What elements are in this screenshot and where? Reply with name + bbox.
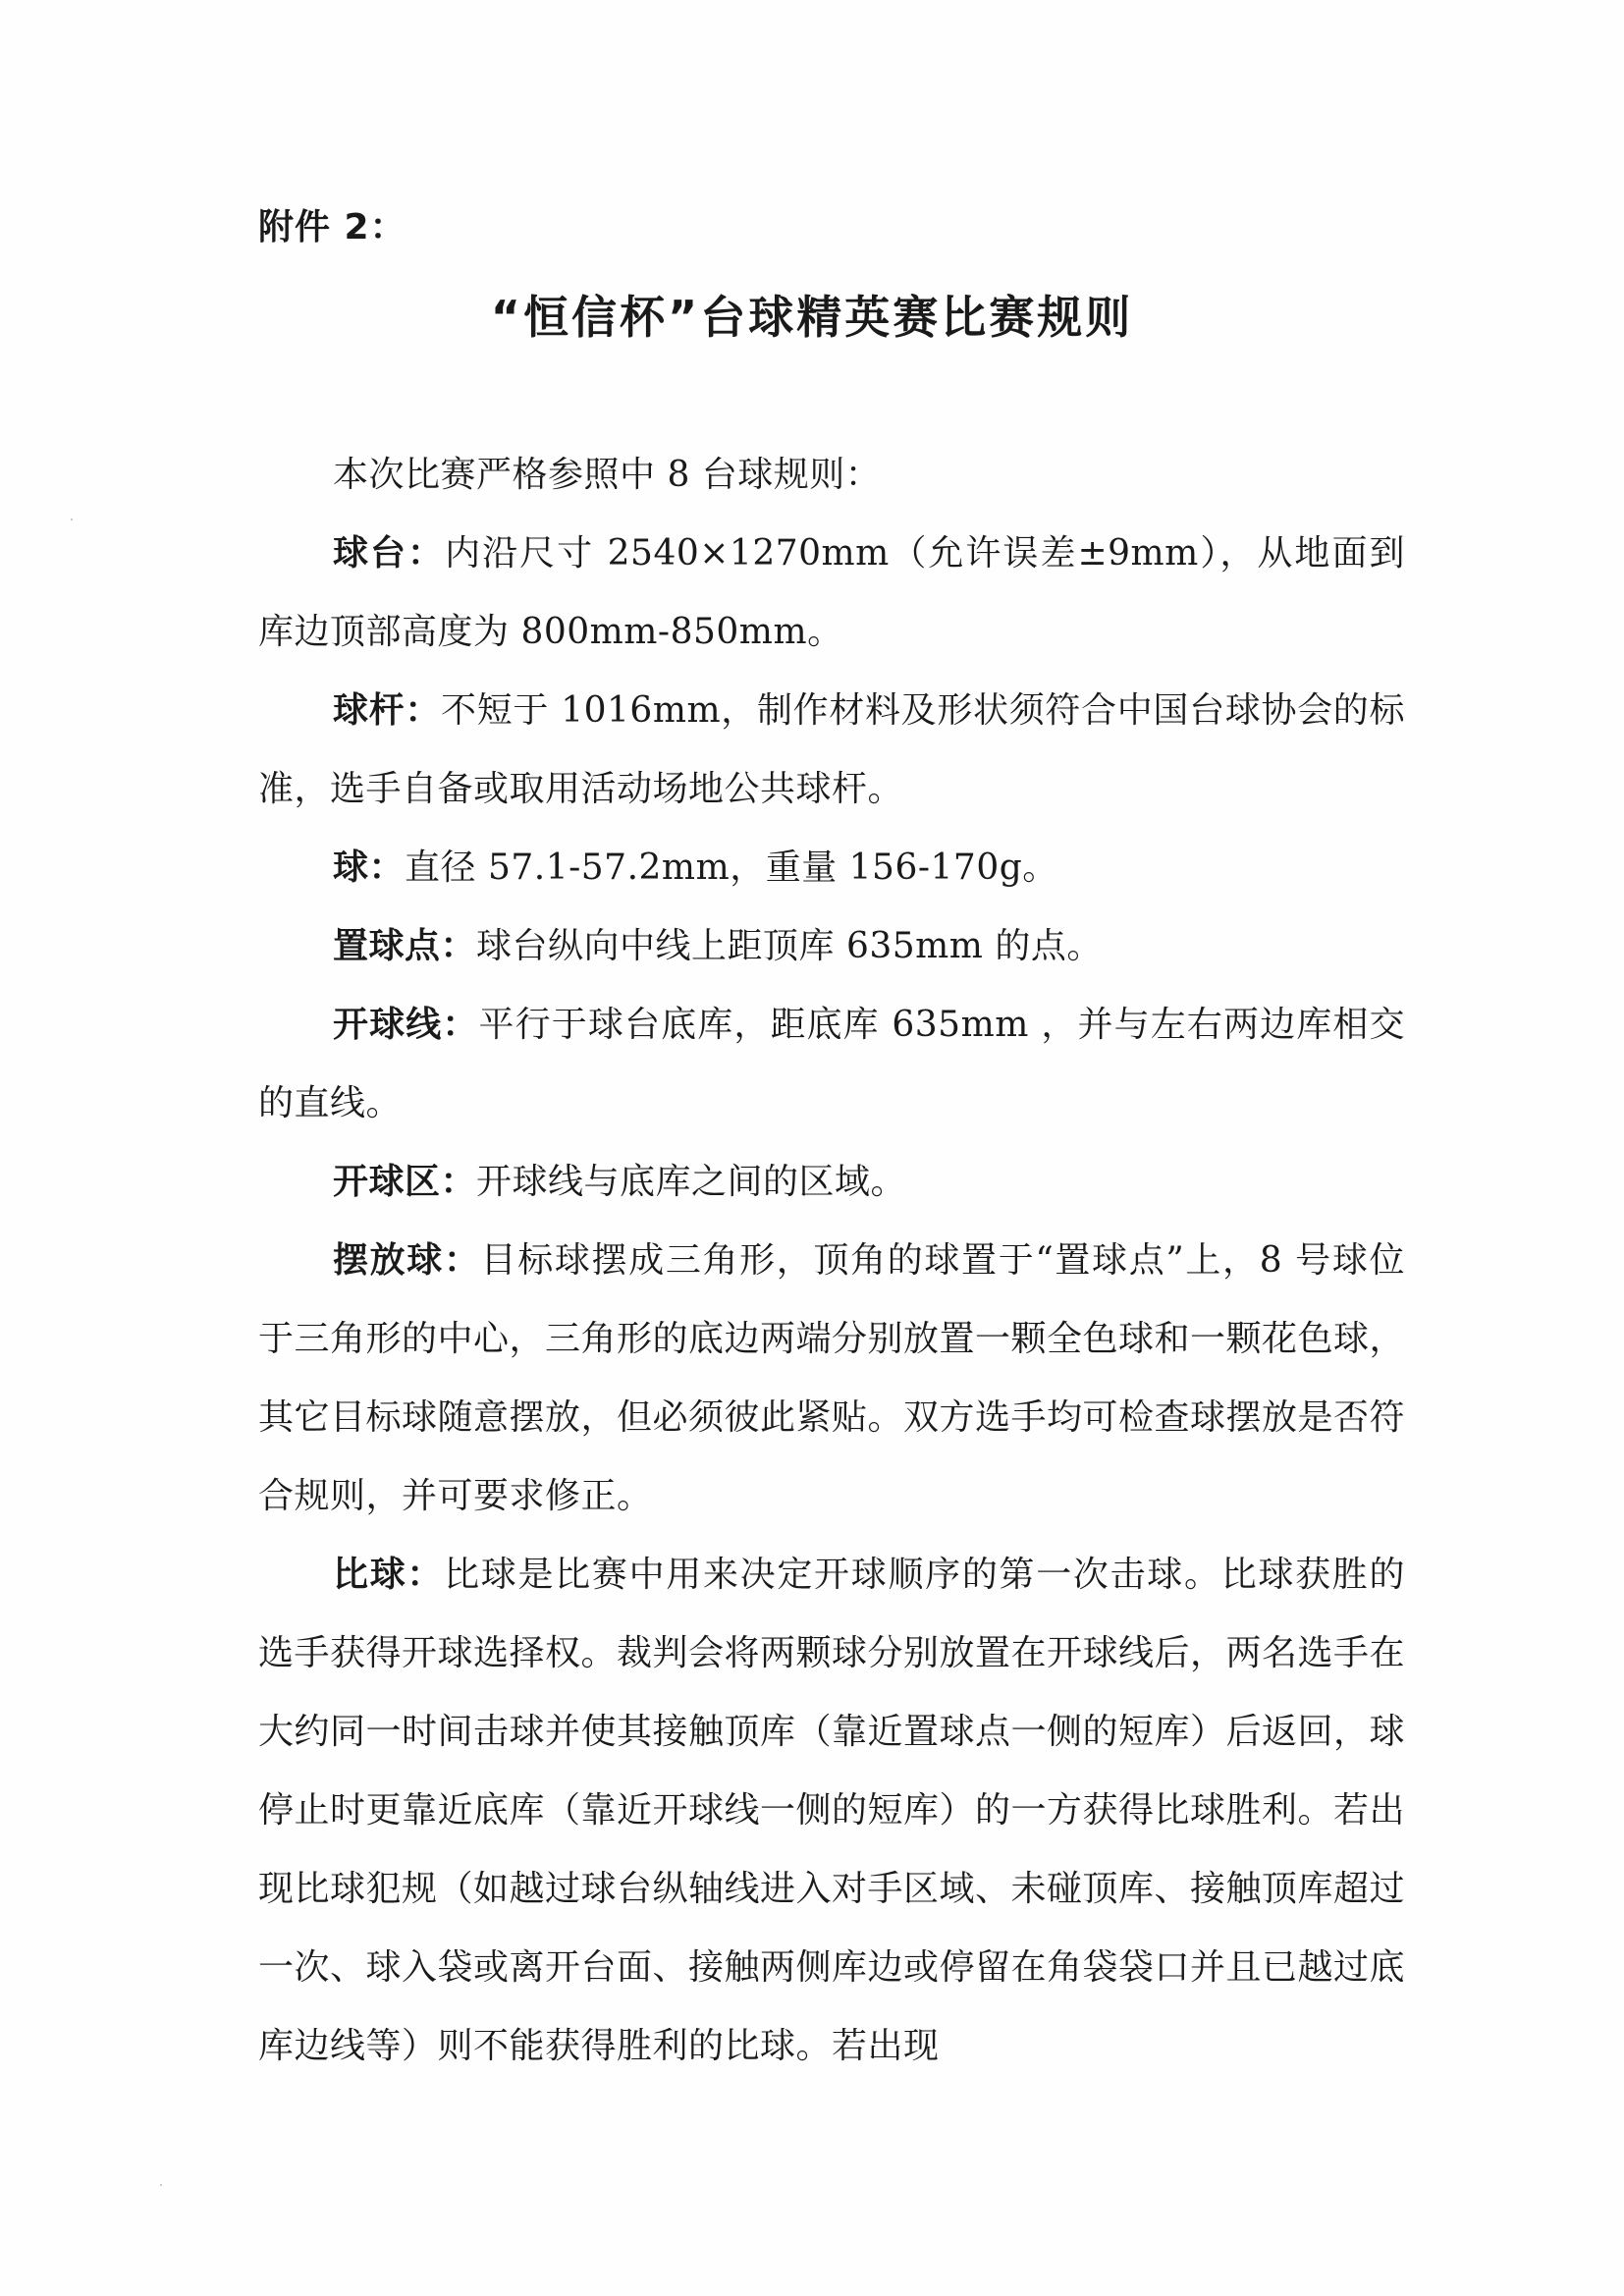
rule-text: 球台纵向中线上距顶库 635mm 的点。 — [476, 926, 1103, 966]
rule-rack — [258, 1222, 1405, 1536]
rule-cue — [258, 672, 1405, 829]
rule-text: 不短于 1016mm，制作材料及形状须符合中国台球协会的标准，选手自备或取用活动场地公共球杆。 — [258, 690, 1405, 809]
rule-term: 球杆： — [333, 690, 442, 731]
rule-head-string — [258, 986, 1405, 1143]
rule-ball — [258, 829, 1405, 907]
rule-term: 开球区： — [333, 1162, 477, 1202]
scan-speck — [71, 519, 73, 520]
rule-foot-spot — [258, 907, 1405, 986]
rule-lag — [258, 1536, 1405, 2086]
rule-text: 平行于球台底库，距底库 635mm ，并与左右两边库相交的直线。 — [258, 1005, 1405, 1123]
rule-term: 球： — [333, 847, 406, 888]
document-body — [258, 436, 1405, 2086]
rule-term: 比球： — [333, 1555, 445, 1595]
attachment-label: 附件 2： — [258, 207, 406, 247]
rule-text: 比球是比赛中用来决定开球顺序的第一次击球。比球获胜的选手获得开球选择权。裁判会将两颗球分别放置在开球线后，两名选手在大约同一时间击球并使其接触顶库（靠近置球点一侧的短库）后返回，球停止时更靠近底库（靠近开球线一侧的短库）的一方获得比球胜利。若出现比球犯规（如越过球台纵轴线进入对手区域、未碰顶库、接触顶库超过一次、球入袋或离开台面、接触两侧库边或停留在角袋袋口并且已越过底库边线等）则不能获得胜利的比球。若出现 — [258, 1555, 1406, 2066]
intro-paragraph: 本次比赛严格参照中 8 台球规则： — [333, 455, 882, 495]
document-title: “恒信杯”台球精英赛比赛规则 — [490, 291, 1134, 344]
rule-table — [258, 515, 1405, 672]
rule-kitchen — [258, 1143, 1405, 1222]
rule-text: 直径 57.1-57.2mm，重量 156-170g。 — [405, 847, 1058, 888]
rule-text: 开球线与底库之间的区域。 — [476, 1162, 907, 1202]
rule-text: 目标球摆成三角形，顶角的球置于“置球点”上，8 号球位于三角形的中心，三角形的底边两端分别放置一颗全色球和一颗花色球，其它目标球随意摆放，但必须彼此紧贴。双方选手均可检查球摆放是否符合规则，并可要求修正。 — [258, 1240, 1406, 1516]
rule-term: 摆放球： — [333, 1240, 481, 1281]
rule-term: 开球线： — [333, 1005, 479, 1045]
rule-term: 置球点： — [333, 926, 477, 966]
scan-speck — [160, 2184, 162, 2186]
rule-term: 球台： — [333, 533, 446, 574]
rule-text: 内沿尺寸 2540×1270mm（允许误差±9mm），从地面到库边顶部高度为 800mm-850mm。 — [258, 533, 1405, 652]
